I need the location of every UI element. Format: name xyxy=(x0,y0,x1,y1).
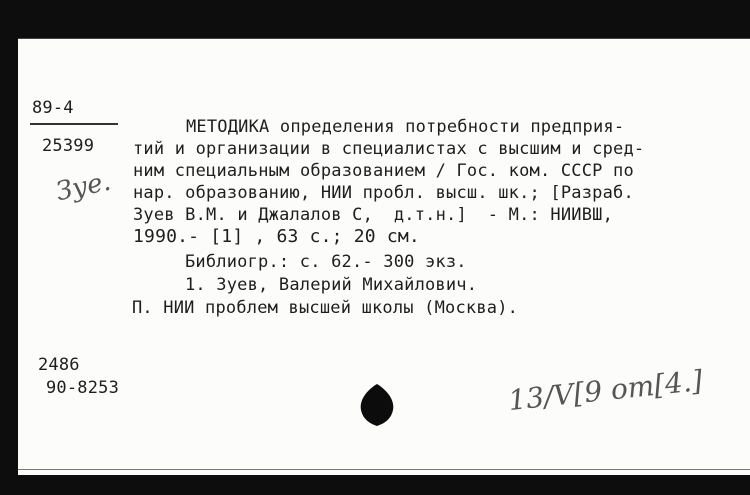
shelf-mark: 89-4 xyxy=(32,98,74,118)
tracing-person: 1. Зуев, Валерий Михайлович. xyxy=(185,275,478,295)
handwritten-note-bottom: 13/V[9 om[4.] xyxy=(506,363,705,418)
body-line-2: тий и организации в специалистах с высшим и сред- xyxy=(133,139,645,159)
body-line-1: МЕТОДИКА определения потребности предприя- xyxy=(186,117,625,137)
punch-hole xyxy=(357,382,397,428)
scan-border-top xyxy=(0,0,750,38)
handwritten-note-side: Зуе. xyxy=(53,166,114,208)
code-90-8253: 90-8253 xyxy=(46,378,120,398)
body-line-5: Зуев В.М. и Джалалов С, д.т.н.] - М.: НИИВШ, xyxy=(133,205,614,225)
shelf-mark-rule xyxy=(30,123,118,125)
card-bottom-edge xyxy=(18,469,750,470)
inventory-number: 25399 xyxy=(42,136,95,156)
body-line-4: нар. образованию, НИИ пробл. высш. шк.; [Разраб. xyxy=(133,183,634,203)
scan-border-left xyxy=(0,0,18,495)
bibliography-note: Библиогр.: с. 62.- 300 экз. xyxy=(185,252,467,272)
body-line-6: 1990.- [1] , 63 с.; 20 см. xyxy=(133,226,420,247)
body-line-3: ним специальным образованием / Гос. ком. СССР по xyxy=(133,161,634,181)
code-2486: 2486 xyxy=(38,355,80,375)
scan-border-bottom xyxy=(0,474,750,495)
tracing-organization: П. НИИ проблем высшей школы (Москва). xyxy=(132,298,519,318)
